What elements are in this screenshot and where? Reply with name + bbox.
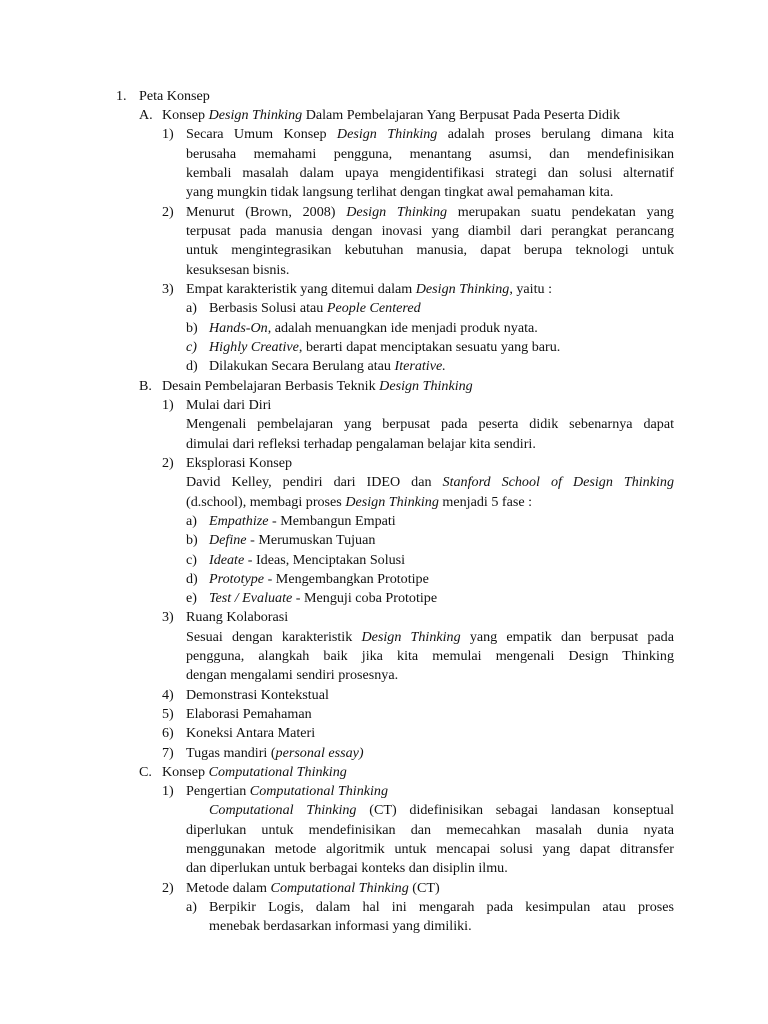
paragraph-line: menebak berdasarkan informasi yang dimiliki. [209,918,472,934]
list-number: 7) [162,745,174,761]
list-number: 5) [162,706,174,722]
paragraph-line: yang mungkin tidak langsung terlihat dengan tingkat awal pemahaman kita. [186,184,614,200]
paragraph-line: menggunakan metode algoritmik untuk mencapai solusi yang dapat ditransfer [186,841,674,857]
list-number: 2) [162,204,174,220]
list-letter: e) [186,590,197,606]
list-letter: b) [186,532,198,548]
list-item: Ideate - Ideas, Menciptakan Solusi [209,552,406,568]
paragraph-line: Sesuai dengan karakteristik Design Thinking yang empatik dan berpusat pada [186,629,674,645]
paragraph-line: Menurut (Brown, 2008) Design Thinking merupakan suatu pendekatan yang [186,204,674,220]
paragraph-line: (d.school), membagi proses Design Thinking menjadi 5 fase : [186,494,533,510]
list-item: Dilakukan Secara Berulang atau Iterative. [209,358,446,374]
list-letter: a) [186,300,197,316]
paragraph-line: untuk mengintegrasikan kebutuhan manusia, dapat berupa teknologi untuk [186,242,674,258]
list-letter: B. [139,378,152,394]
item-title: Eksplorasi Konsep [186,455,293,471]
list-number: 6) [162,725,174,741]
subsection-title: Desain Pembelajaran Berbasis Teknik Design Thinking [162,378,473,394]
list-item: Empathize - Membangun Empati [209,513,396,529]
list-letter: a) [186,899,197,915]
list-letter: a) [186,513,197,529]
item-title: Tugas mandiri (personal essay) [186,745,364,761]
paragraph-line: Secara Umum Konsep Design Thinking adalah proses berulang dimana kita [186,126,674,142]
list-number: 4) [162,687,174,703]
list-item: Hands-On, adalah menuangkan ide menjadi produk nyata. [209,320,538,336]
item-title: Ruang Kolaborasi [186,609,289,625]
list-item: Define - Merumuskan Tujuan [209,532,376,548]
paragraph-line: berusaha memahami pengguna, menantang asumsi, dan mendefinisikan [186,146,674,162]
list-number: 2) [162,455,174,471]
item-title: Mulai dari Diri [186,397,272,413]
item-title: Demonstrasi Kontekstual [186,687,329,703]
paragraph-line: kembali masalah dalam upaya mengidentifikasi strategi dan solusi alternatif [186,165,674,181]
list-letter: c) [186,339,197,355]
subsection-title: Konsep Computational Thinking [162,764,347,780]
subsection-title: Konsep Design Thinking Dalam Pembelajaran Yang Berpusat Pada Peserta Didik [162,107,620,123]
item-title: Elaborasi Pemahaman [186,706,312,722]
list-letter: b) [186,320,198,336]
paragraph-line: diperlukan untuk mendefinisikan dan memecahkan masalah dunia nyata [186,822,674,838]
paragraph-line: Mengenali pembelajaran yang berpusat pada peserta didik sebenarnya dapat [186,416,674,432]
list-letter: c) [186,552,197,568]
item-title: Koneksi Antara Materi [186,725,316,741]
list-number: 3) [162,281,174,297]
paragraph-line: Computational Thinking (CT) didefinisikan sebagai landasan konseptual [209,802,674,818]
list-letter: C. [139,764,152,780]
paragraph-line: David Kelley, pendiri dari IDEO dan Stanford School of Design Thinking [186,474,674,490]
section-title: Peta Konsep [139,88,210,104]
paragraph-line: dan diperlukan untuk berbagai konteks dan disiplin ilmu. [186,860,508,876]
list-letter: A. [139,107,153,123]
paragraph-line: kesuksesan bisnis. [186,262,290,278]
list-number: 1) [162,783,174,799]
paragraph-line: pengguna, alangkah baik jika kita memulai mengenali Design Thinking [186,648,674,664]
list-number: 1) [162,126,174,142]
list-letter: d) [186,358,198,374]
list-number: 2) [162,880,174,896]
paragraph-line: Empat karakteristik yang ditemui dalam Design Thinking, yaitu : [186,281,552,297]
item-title: Metode dalam Computational Thinking (CT) [186,880,440,896]
paragraph-line: terpusat pada manusia dengan inovasi yang diambil dari perangkat perancang [186,223,674,239]
list-number: 1. [116,88,127,104]
list-item: Highly Creative, berarti dapat menciptakan sesuatu yang baru. [209,339,561,355]
list-number: 1) [162,397,174,413]
list-number: 3) [162,609,174,625]
paragraph-line: dengan mengalami sendiri prosesnya. [186,667,399,683]
list-letter: d) [186,571,198,587]
list-item: Test / Evaluate - Menguji coba Prototipe [209,590,438,606]
list-item: Prototype - Mengembangkan Prototipe [209,571,429,587]
list-item: Berbasis Solusi atau People Centered [209,300,421,316]
paragraph-line: dimulai dari refleksi terhadap pengalaman belajar kita sendiri. [186,436,536,452]
paragraph-line: Berpikir Logis, dalam hal ini mengarah pada kesimpulan atau proses [209,899,674,915]
item-title: Pengertian Computational Thinking [186,783,389,799]
